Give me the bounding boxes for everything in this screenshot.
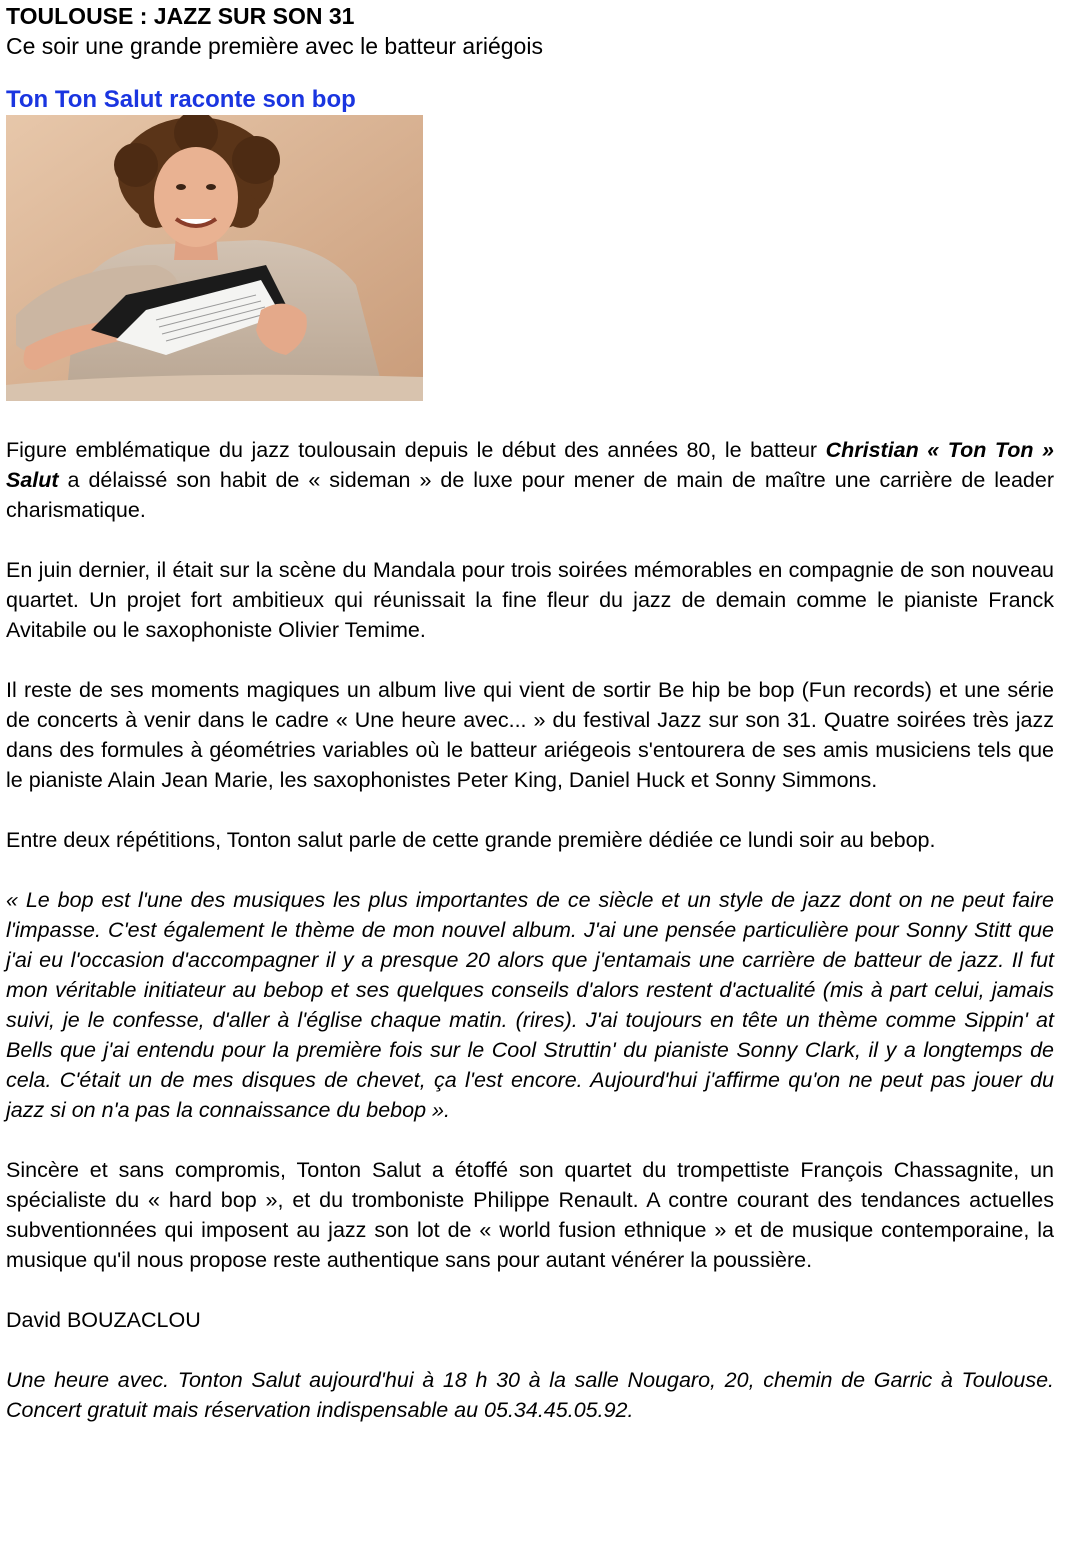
artist-name-part1: Christian « — [825, 438, 940, 462]
paragraph-rehearsal: Entre deux répétitions, Tonton salut parle de cette grande première dédiée ce lundi soir au bebop. — [6, 828, 936, 852]
author-byline: David BOUZACLOU — [6, 1308, 201, 1332]
event-info: Une heure avec. Tonton Salut aujourd'hui à 18 h 30 à la salle Nougaro, 20, chemin de Garric à Toulouse. Concert gratuit mais réservation indispensable au 05.34.45.05.92. — [6, 1368, 1054, 1422]
article-headline: Ton Ton Salut raconte son bop — [6, 86, 356, 113]
intro-text-end: a délaissé son habit de « sideman » de luxe pour mener de main de maître une carrière de leader charismatique. — [6, 468, 1054, 522]
paragraph-mandala: En juin dernier, il était sur la scène du Mandala pour trois soirées mémorables en compagnie de son nouveau quartet. Un projet fort ambitieux qui réunissait la fine fleur du jazz de demain comme le pianiste Franck Avitabile ou le saxophoniste Olivier Temime. — [6, 558, 1054, 642]
intro-text-start: Figure emblématique du jazz toulousain depuis le début des années 80, le batteur — [6, 438, 826, 462]
paragraph-quote: « Le bop est l'une des musiques les plus importantes de ce siècle et un style de jazz dont on ne peut faire l'impasse. C'est également le thème de mon nouvel album. J'ai une pensée particulière pour Sonny Stitt que j'ai eu l'occasion d'accompagner il y a presque 20 alors que j'entamais une carrière de batteur de jazz. Il fut mon véritable initiateur au bebop et ses quelques conseils d'alors restent d'actualité (mis à part celui, jamais suivi, je le confesse, d'aller à l'église chaque matin. (rires). J'ai toujours en tête un thème comme Sippin' at Bells que j'ai entendu pour la première fois sur le Cool Struttin' du pianiste Sonny Clark, il y a longtemps de cela. C'était un de mes disques de chevet, ça l'est encore. Aujourd'hui j'affirme qu'on ne peut pas jouer du jazz si on n'a pas la connaissance du bebop ». — [6, 888, 1054, 1122]
paragraph-quartet: Sincère et sans compromis, Tonton Salut a étoffé son quartet du trompettiste François Chassagnite, un spécialiste du « hard bop », et du tromboniste Philippe Renault. A contre courant des tendances actuelles subventionnées qui imposent au jazz son lot de « world fusion ethnique » et de musique contemporaine, la musique qu'il nous propose reste authentique sans pour autant vénérer la poussière. — [6, 1158, 1054, 1272]
paragraph-intro — [6, 435, 1054, 525]
paragraph-album: Il reste de ses moments magiques un album live qui vient de sortir Be hip be bop (Fun records) et une série de concerts à venir dans le cadre « Une heure avec... » du festival Jazz sur son 31. Quatre soirées très jazz dans des formules à géométries variables où le batteur ariégeois s'entourera de ses amis musiciens tels que le pianiste Alain Jean Marie, les saxophonistes Peter King, Daniel Huck et Sonny Simmons. — [6, 678, 1054, 792]
artist-name-part3: Salut — [6, 468, 59, 492]
page-subtitle: Ce soir une grande première avec le batteur ariégois — [6, 33, 543, 59]
artist-name-part2: Ton Ton » — [947, 438, 1054, 462]
drummer-portrait-photo — [6, 115, 423, 401]
page-title: TOULOUSE : JAZZ SUR SON 31 — [6, 3, 355, 29]
